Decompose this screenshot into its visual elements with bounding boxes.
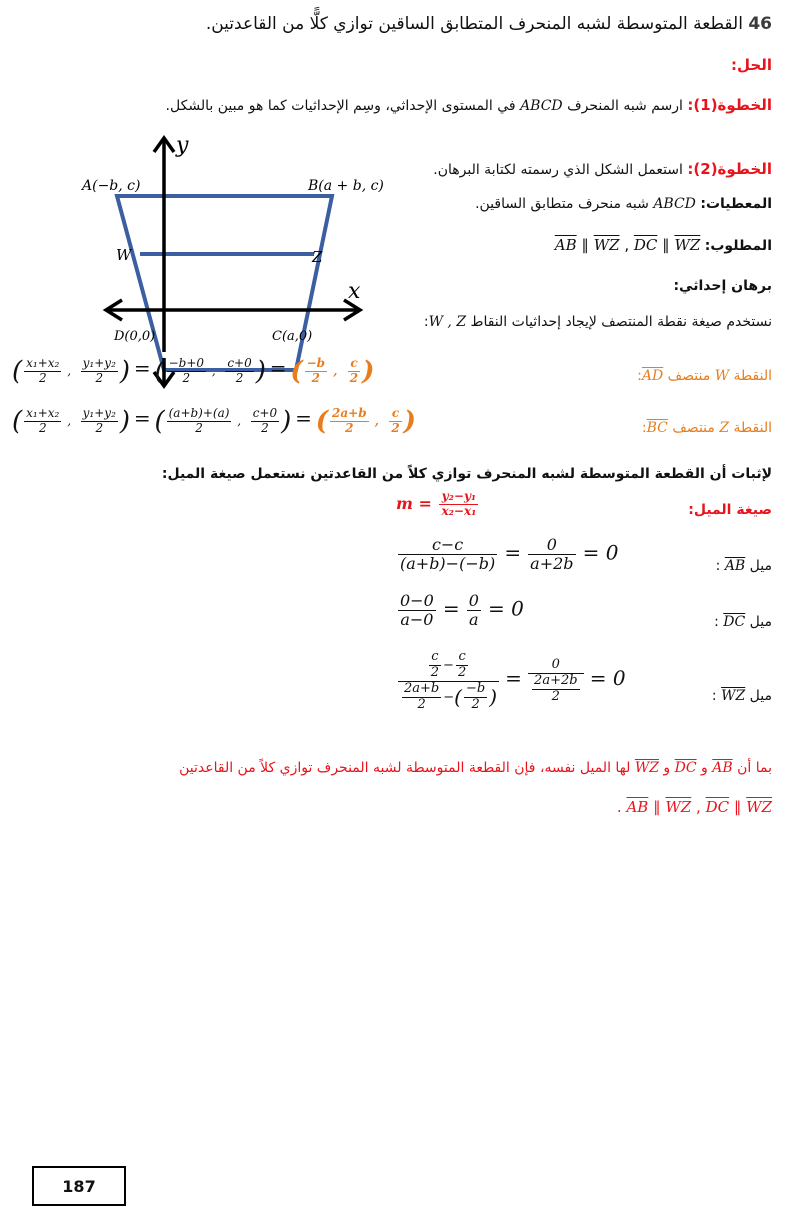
slope-formula-label: صيغة الميل:: [688, 502, 772, 518]
problem-number: 46: [748, 14, 772, 34]
frac-num: 0−0: [400, 591, 434, 610]
proof-intro-text: نستخدم صيغة نقطة المنتصف لإيجاد إحداثيات النقاط: [470, 314, 772, 330]
seg-WZ: $\overline{WZ}$: [746, 798, 772, 816]
colon: :: [423, 314, 429, 330]
parallel-symbol: ∥: [653, 798, 661, 816]
frac-den: a+2b: [530, 554, 574, 574]
frac-num: y₁+y₂: [82, 406, 116, 421]
frac-num: 0: [468, 591, 479, 610]
slope-m: m =: [396, 493, 432, 513]
conclusion-line-2: [617, 798, 772, 816]
step2-line: [392, 160, 772, 178]
frac-den: 2: [349, 371, 359, 385]
slope-DC-label: [714, 614, 772, 630]
parallel-symbol: ∥: [662, 236, 670, 254]
text: ميل: [749, 558, 772, 574]
frac-den: (a+b)−(−b): [400, 554, 496, 574]
frac-den: a−0: [400, 610, 434, 630]
required-label: المطلوب:: [704, 238, 772, 254]
frac-den: 2: [471, 696, 480, 712]
comma: ,: [696, 798, 701, 816]
seg-DC: $\overline{DC}$: [705, 798, 730, 816]
slope-intro: لإثبات أن القطعة المتوسطة لشبه المنحرف توازي كلاً من القاعدتين نستعمل صيغة الميل:: [161, 466, 772, 482]
step1-line: [2, 96, 772, 114]
seg-DC: DC: [723, 614, 746, 630]
label-C: C(a,0): [272, 329, 313, 344]
frac-num: (a+b)+(a): [168, 406, 230, 421]
text: و: [701, 760, 708, 776]
point-Z: Z: [719, 420, 730, 436]
frac-num: 0: [528, 658, 584, 674]
label-Z: Z: [312, 248, 323, 266]
frac-den: 2: [311, 371, 321, 385]
frac-den: 2: [457, 664, 467, 680]
point-W: W: [714, 368, 730, 384]
frac-num: c: [456, 650, 468, 666]
frac-num: c−c: [398, 536, 497, 555]
midpoint-Z-label: [642, 420, 772, 436]
seg-WZ: $\overline{WZ}$: [593, 236, 620, 254]
result: = 0: [488, 596, 524, 621]
frac-den: 2: [345, 421, 354, 435]
seg-AD: AD: [641, 368, 664, 384]
problem-text: القطعة المتوسطة لشبه المنحرف المتطابق الساقين توازي كلًّا من القاعدتين.: [205, 14, 743, 34]
frac-num: y₂−y₁: [439, 490, 478, 505]
seg-WZ: WZ: [634, 760, 659, 776]
text: ميل: [749, 614, 772, 630]
frac-den: 2: [38, 421, 47, 435]
trapezoid-figure: [60, 130, 390, 392]
seg-BC: BC: [646, 420, 668, 436]
frac-den: 2: [551, 688, 560, 704]
parallel-symbol: ∥: [581, 236, 589, 254]
step2-label: الخطوة(2):: [687, 160, 772, 178]
text: ميل: [749, 688, 772, 704]
step1-text-b: في المستوى الإحداثي، وسِم الإحداثيات كما هو مبين بالشكل.: [165, 98, 516, 114]
slope-WZ-label: [712, 688, 772, 704]
given-name: ABCD: [653, 196, 696, 212]
frac-num: y₁+y₂: [82, 356, 116, 371]
colon: :: [711, 688, 717, 704]
seg-AB: $\overline{AB}$: [626, 798, 649, 816]
given-line: [392, 196, 772, 212]
proof-intro: [372, 314, 772, 330]
seg-DC: $\overline{DC}$: [633, 236, 658, 254]
conclusion-line-1: [2, 760, 772, 776]
required-line: [392, 236, 772, 254]
frac-den: 2: [261, 421, 269, 435]
label-D: D(0,0): [114, 329, 156, 344]
frac-den: a: [469, 610, 479, 630]
text: منتصف: [672, 420, 715, 436]
slope-formula: [396, 490, 480, 519]
colon: :: [714, 614, 719, 630]
proof-intro-points: W , Z: [428, 314, 467, 330]
midpoint-Z-formula: ( $\frac{\text{x₁+x₂}}{2}$ , $\frac{\text{y₁+y₂}}{2}$ ) = ( $\frac{(a+b)+(a)}{2}$ , $\frac{c+0}{2}$ ) = ( $\frac{2a+b}{2}$ , $\frac{c}{2}$ ): [12, 406, 416, 437]
frac-den: 2: [95, 371, 104, 385]
frac-den: x₂−x₁: [441, 503, 477, 518]
midpoint-W-formula: ( $\frac{\text{x₁+x₂}}{2}$ , $\frac{\text{y₁+y₂}}{2}$ ) = ( $\frac{-b+0}{2}$ , $\frac{c+0}{2}$ ) = ( $\frac{-b}{2}$ , $\frac{c}{2}$ ): [12, 356, 375, 387]
frac-den: 2: [195, 421, 203, 435]
colon: :: [715, 558, 721, 574]
step2-text: استعمل الشكل الذي رسمته لكتابة البرهان.: [433, 162, 683, 178]
proof-title: برهان إحداثي:: [673, 278, 772, 294]
slope-WZ-formula: $\frac{c}{2}$ − $\frac{c}{2}$ $\frac{2a+b}{2}$ −( $\frac{-b}{2}$ ) = $\frac{0}{\frac{2a+2b}{2}}$ = 0: [396, 650, 626, 713]
seg-WZ: $\overline{WZ}$: [674, 236, 701, 254]
frac-num: −b+0: [168, 356, 205, 371]
label-B: B(a + b, c): [308, 178, 384, 194]
text: منتصف: [667, 368, 711, 384]
result: = 0: [589, 665, 626, 690]
seg-AB: AB: [712, 760, 733, 776]
slope-AB-label: [716, 558, 772, 574]
frac-num: c: [348, 357, 360, 372]
frac-den: 2: [417, 696, 426, 712]
seg-AB: AB: [724, 558, 746, 574]
frac-den: 2: [430, 664, 440, 680]
result: = 0: [582, 540, 619, 565]
text: بما أن: [737, 760, 772, 776]
frac-den: 2: [235, 371, 244, 385]
frac-num: −b: [465, 680, 486, 696]
label-x: x: [348, 279, 361, 304]
seg-AB: $\overline{AB}$: [554, 236, 577, 254]
given-label: المعطيات:: [700, 196, 772, 212]
solution-label: الحل:: [731, 56, 772, 74]
frac-den: 2: [182, 371, 191, 385]
frac-num: c+0: [227, 356, 252, 371]
frac-num: c+0: [252, 406, 278, 421]
frac-den: 2: [95, 421, 104, 435]
frac-num: x₁+x₂: [26, 356, 60, 371]
label-A: A(−b, c): [82, 178, 141, 194]
seg-DC: DC: [674, 760, 697, 776]
seg-WZ: $\overline{WZ}$: [665, 798, 692, 816]
step1-label: الخطوة(1):: [687, 96, 772, 114]
frac-den: 2: [38, 371, 47, 385]
comma: ,: [624, 236, 630, 254]
label-W: W: [116, 246, 132, 264]
text: النقطة: [733, 368, 772, 384]
label-y: y: [176, 133, 189, 158]
frac-num: c: [389, 407, 401, 422]
frac-num: 2a+b: [404, 680, 440, 696]
given-text: شبه منحرف متطابق الساقين.: [475, 196, 649, 212]
seg-WZ: WZ: [721, 688, 746, 704]
frac-num: 2a+b: [332, 406, 367, 421]
frac-num: c: [429, 650, 441, 666]
frac-num: x₁+x₂: [26, 406, 60, 421]
step1-trapezoid-name: ABCD: [520, 98, 563, 114]
text: النقطة: [733, 420, 772, 436]
frac-num: 0: [528, 536, 575, 555]
text: و: [663, 760, 671, 776]
frac-den: 2: [391, 421, 400, 435]
step1-text-a: ارسم شبه المنحرف: [567, 98, 683, 114]
period: .: [616, 798, 622, 816]
midpoint-W-label: [637, 368, 772, 384]
frac-num: 2a+2b: [534, 672, 578, 688]
frac-num: −b: [306, 356, 326, 371]
page-number: 187: [32, 1166, 126, 1206]
text: لها الميل نفسه، فإن القطعة المتوسطة لشبه المنحرف توازي كلاً من القاعدتين: [179, 760, 631, 776]
colon: :: [641, 420, 647, 436]
slope-DC-formula: $\frac{0-0}{a-0}$ = $\frac{0}{a}$ = 0: [400, 591, 524, 630]
slope-AB-formula: $\frac{c-c}{(a+b)-(-b)}$ = $\frac{0}{a+2b}$ = 0: [400, 535, 619, 574]
problem-statement: [12, 14, 772, 34]
parallel-symbol: ∥: [733, 798, 742, 816]
colon: :: [637, 368, 642, 384]
